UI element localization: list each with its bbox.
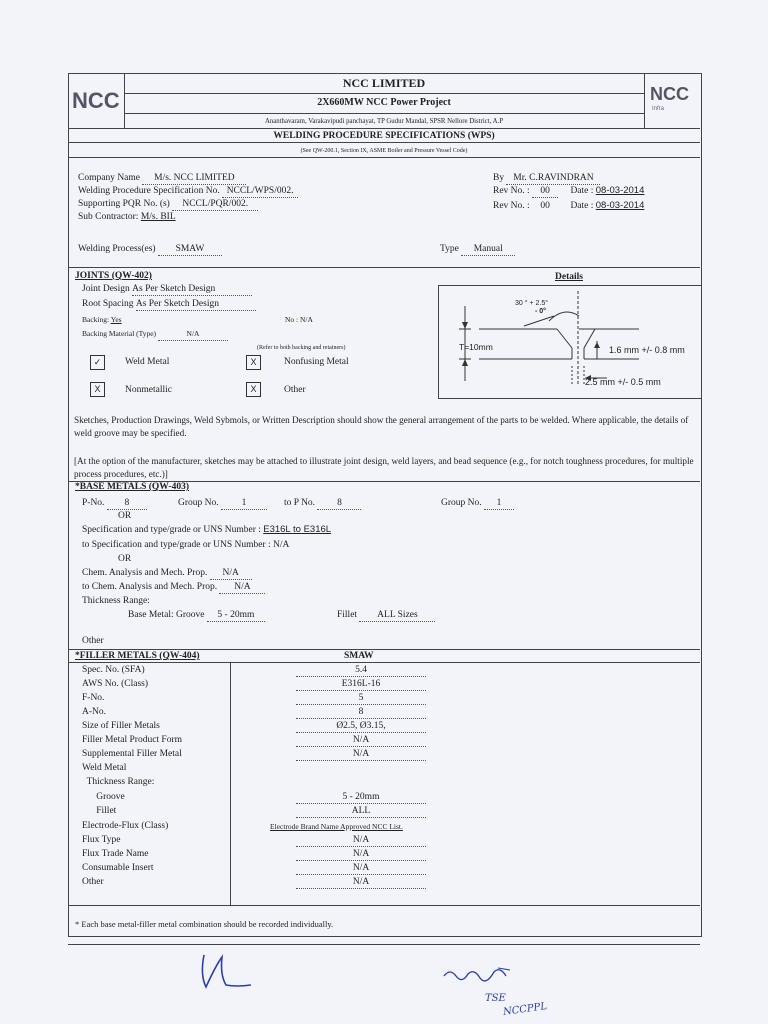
filler-row-value: N/A: [296, 748, 426, 761]
backing-no-field: No : N/A: [285, 315, 313, 324]
checkbox-weld-metal[interactable]: ✓: [90, 355, 105, 370]
sketch-angle: 30 ° + 2.5°: [515, 300, 549, 307]
or-label-2: OR: [118, 554, 132, 564]
filler-row-label: Groove: [82, 792, 125, 802]
doc-title: WELDING PROCEDURE SPECIFICATIONS (WPS): [273, 131, 495, 141]
to-p-number-field: to P No. 8: [284, 497, 361, 510]
checkbox-nonmetallic[interactable]: X: [90, 382, 105, 397]
filler-row-value: E316L-16: [296, 678, 426, 691]
details-heading: Details: [555, 272, 583, 282]
filler-row-label: Filler Metal Product Form: [82, 735, 183, 745]
filler-row-label: Fillet: [82, 806, 117, 816]
joint-design-field: Joint Design As Per Sketch Design: [82, 283, 252, 296]
filler-row-value: 5: [296, 692, 426, 705]
sketch-root-face: 1.6 mm +/- 0.8 mm: [609, 345, 685, 355]
filler-row-label: Thickness Range:: [82, 777, 155, 787]
subcontractor-field: Sub Contractor: M/s. BIL: [78, 212, 176, 222]
fillet-thickness-field: Fillet ALL Sizes: [337, 609, 435, 622]
group-number-2-field: Group No. 1: [441, 497, 514, 510]
specification-field: Specification and type/grade or UNS Number : E316L to E316L: [82, 524, 332, 535]
handwritten-note-nccppl: NCCPPL: [502, 1000, 548, 1019]
logo-left: NCC: [72, 88, 120, 113]
footnote: * Each base metal-filler metal combination should be recorded individually.: [75, 919, 334, 929]
refer-note: (Refer to both backing and retainers): [257, 345, 346, 351]
nonmetallic-label: Nonmetallic: [125, 385, 172, 395]
to-specification-field: to Specification and type/grade or UNS Number : N/A: [82, 540, 290, 550]
filler-row-label: Consumable Insert: [82, 863, 154, 873]
filler-row-label: Spec. No. (SFA): [82, 665, 145, 675]
joints-note: Sketches, Production Drawings, Weld Sybmols, or Written Description should show the general arrangement of the parts to be welded. Where applicable, the details of weld groove may be specified.: [74, 415, 689, 438]
smaw-column-header: SMAW: [344, 651, 374, 661]
joints-heading: JOINTS (QW-402): [75, 271, 152, 281]
prepared-by-field: By Mr. C.RAVINDRAN: [493, 172, 600, 185]
p-number-field: P-No. 8: [82, 497, 147, 510]
welding-type-field: Type Manual: [440, 243, 515, 256]
handwritten-note-tse: TSE: [485, 993, 506, 1004]
filler-row-label: Weld Metal: [82, 763, 127, 773]
company-name-field: Company Name M/s. NCC LIMITED: [78, 172, 246, 185]
logo-right-sub: Infra: [652, 106, 665, 112]
other-label: Other: [284, 385, 306, 395]
filler-row-value: N/A: [296, 876, 426, 889]
filler-row-label: Flux Trade Name: [82, 849, 149, 859]
revision-2-field: Rev No. : 00 Date : 08-03-2014: [493, 200, 645, 211]
footer-rule: [68, 944, 700, 945]
nonfusing-metal-label: Nonfusing Metal: [284, 357, 349, 367]
filler-row-value: 5 - 20mm: [296, 791, 426, 804]
address: Ananthavaram, Varakavipudi panchayat, TP Gudur Mandal, SPSR Nellore District, A.P: [264, 118, 504, 125]
sketch-thickness: T=10mm: [459, 342, 493, 352]
thickness-range-label: Thickness Range:: [82, 596, 150, 606]
backing-material-field: Backing Material (Type) N/A: [82, 328, 228, 341]
filler-row-value: Electrode Brand Name Approved NCC List.: [270, 822, 403, 831]
chem-analysis-field: Chem. Analysis and Mech. Prop. N/A: [82, 567, 252, 580]
to-chem-analysis-field: to Chem. Analysis and Mech. Prop. N/A: [82, 581, 265, 594]
wps-number-field: Welding Procedure Specification No. NCCL/WPS/002.: [78, 185, 298, 198]
filler-row-value: N/A: [296, 834, 426, 847]
joints-option-note: [At the option of the manufacturer, sketches may be attached to illustrate joint design, weld layers, and bead sequence (e.g., for notch toughness procedures, for multiple process procedures, etc.)]: [74, 456, 694, 479]
signature-right: [440, 962, 520, 992]
filler-metals-heading: *FILLER METALS (QW-404): [75, 651, 200, 661]
joint-sketch: [438, 285, 702, 399]
filler-row-label: F-No.: [82, 693, 105, 703]
filler-row-value: Ø2.5, Ø3.15,: [296, 720, 426, 733]
filler-row-value: ALL: [296, 805, 426, 818]
signature-left: [196, 945, 256, 995]
filler-row-label: Other: [82, 877, 104, 887]
filler-row-value: N/A: [296, 734, 426, 747]
base-metals-other: Other: [82, 636, 104, 646]
checkbox-other[interactable]: X: [246, 382, 261, 397]
filler-row-label: AWS No. (Class): [82, 679, 148, 689]
filler-row-label: Size of Filler Metals: [82, 721, 160, 731]
sketch-angle-tolerance: - 0°: [535, 308, 546, 315]
group-number-field: Group No. 1: [178, 497, 267, 510]
or-label-1: OR: [118, 511, 132, 521]
filler-row-value: 5.4: [296, 664, 426, 677]
checkbox-nonfusing-metal[interactable]: X: [246, 355, 261, 370]
filler-row-label: A-No.: [82, 707, 107, 717]
logo-right: NCC: [650, 84, 689, 104]
filler-row-value: N/A: [296, 848, 426, 861]
filler-row-label: Supplemental Filler Metal: [82, 749, 182, 759]
project-title: 2X660MW NCC Power Project: [317, 97, 451, 108]
filler-row-label: Electrode-Flux (Class): [82, 821, 169, 831]
root-spacing-field: Root Spacing As Per Sketch Design: [82, 298, 256, 311]
company-title: NCC LIMITED: [342, 76, 426, 90]
filler-row-value: 8: [296, 706, 426, 719]
backing-field: Backing: Yes: [82, 315, 122, 324]
revision-1-field: Rev No. : 00 Date : 08-03-2014: [493, 185, 645, 196]
weld-metal-label: Weld Metal: [125, 357, 170, 367]
header-right-divider: [644, 73, 645, 129]
filler-row-value: N/A: [296, 862, 426, 875]
welding-process-field: Welding Process(es) SMAW: [78, 243, 222, 256]
pqr-number-field: Supporting PQR No. (s) NCCL/PQR/002.: [78, 198, 258, 211]
groove-thickness-field: Base Metal: Groove 5 - 20mm: [128, 609, 265, 622]
base-metals-heading: *BASE METALS (QW-403): [75, 482, 190, 492]
filler-row-label: Flux Type: [82, 835, 121, 845]
code-reference: (See QW-200.1, Section IX, ASME Boiler and Pressure Vessel Code): [300, 148, 468, 154]
sketch-root-gap: 2.5 mm +/- 0.5 mm: [585, 377, 661, 387]
